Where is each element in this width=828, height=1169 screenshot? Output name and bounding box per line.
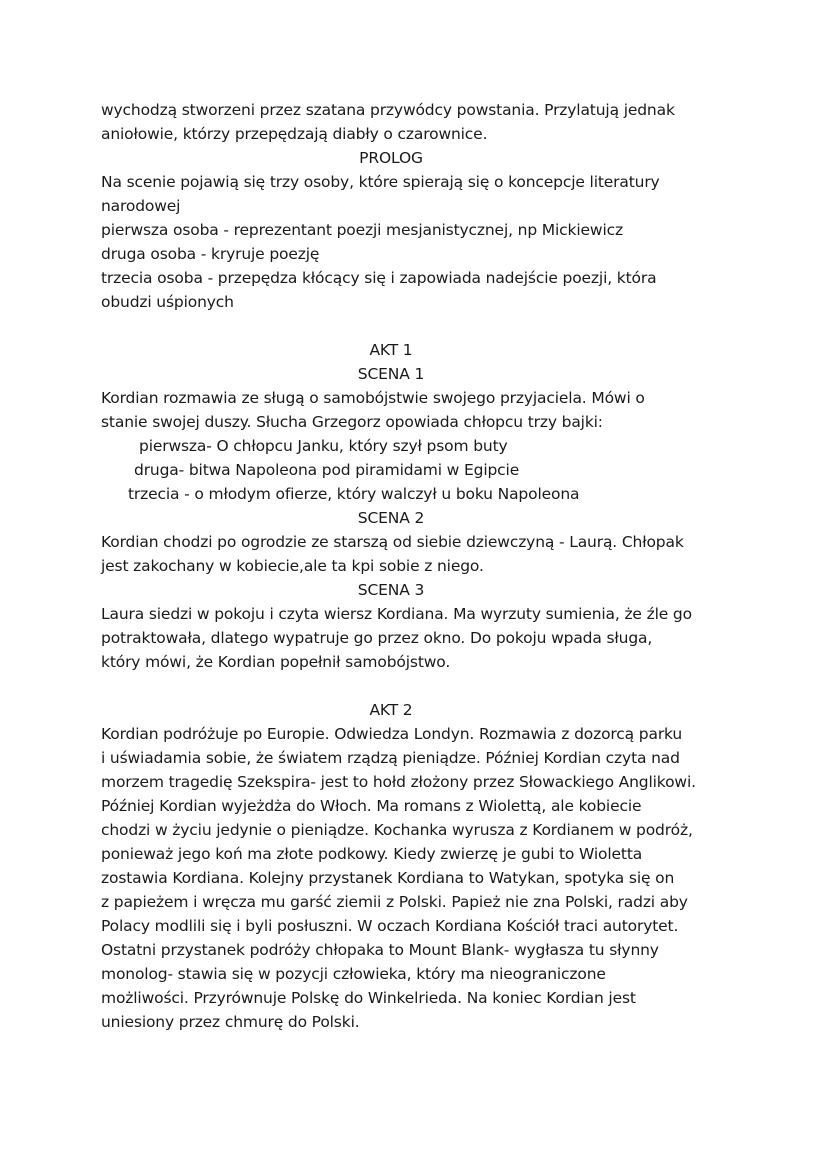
prolog-line: druga osoba - kryruje poezję: [101, 245, 320, 263]
prolog-line: narodowej: [101, 197, 181, 215]
scena2-line: jest zakochany w kobiecie,ale ta kpi sobie z niego.: [101, 557, 484, 575]
akt2-line: zostawia Kordiana. Kolejny przystanek Kordiana to Watykan, spotyka się on: [101, 869, 675, 887]
document-page: [101, 98, 721, 1034]
blank-line: [101, 314, 721, 338]
scena2-line: Kordian chodzi po ogrodzie ze starszą od siebie dziewczyną - Laurą. Chłopak: [101, 533, 684, 551]
prolog-line: obudzi uśpionych: [101, 293, 234, 311]
akt2-line: uniesiony przez chmurę do Polski.: [101, 1013, 360, 1031]
tale-item: druga- bitwa Napoleona pod piramidami w Egipcie: [134, 461, 520, 479]
scena1-line: Kordian rozmawia ze sługą o samobójstwie swojego przyjaciela. Mówi o: [101, 389, 645, 407]
scena3-line: który mówi, że Kordian popełnił samobójstwo.: [101, 653, 451, 671]
akt2-line: chodzi w życiu jedynie o pieniądze. Kochanka wyrusza z Kordianem w podróż,: [101, 821, 693, 839]
akt1-heading: AKT 1: [369, 341, 413, 359]
prolog-line: Na scenie pojawią się trzy osoby, które spierają się o koncepcje literatury: [101, 173, 660, 191]
prolog-line: trzecia osoba - przepędza kłócący się i zapowiada nadejście poezji, która: [101, 269, 657, 287]
akt2-line: z papieżem i wręcza mu garść ziemii z Polski. Papież nie zna Polski, radzi aby: [101, 893, 688, 911]
scena1-heading: SCENA 1: [357, 365, 425, 383]
akt2-line: monolog- stawia się w pozycji człowieka, który ma nieograniczone: [101, 965, 606, 983]
akt2-line: Polacy modlili się i byli posłuszni. W oczach Kordiana Kościół traci autorytet.: [101, 917, 679, 935]
tale-item: trzecia - o młodym ofierze, który walczył u boku Napoleona: [128, 485, 580, 503]
akt2-line: morzem tragedię Szekspira- jest to hołd złożony przez Słowackiego Anglikowi.: [101, 773, 696, 791]
scena3-line: Laura siedzi w pokoju i czyta wiersz Kordiana. Ma wyrzuty sumienia, że źle go: [101, 605, 692, 623]
akt2-line: i uświadamia sobie, że światem rządzą pieniądze. Później Kordian czyta nad: [101, 749, 680, 767]
intro-line: wychodzą stworzeni przez szatana przywódcy powstania. Przylatują jednak: [101, 101, 675, 119]
akt2-line: Później Kordian wyjeżdża do Włoch. Ma romans z Wiolettą, ale kobiecie: [101, 797, 642, 815]
akt2-line: Kordian podróżuje po Europie. Odwiedza Londyn. Rozmawia z dozorcą parku: [101, 725, 683, 743]
akt2-heading: AKT 2: [369, 701, 413, 719]
prolog-heading: PROLOG: [359, 149, 423, 167]
scena1-line: stanie swojej duszy. Słucha Grzegorz opowiada chłopcu trzy bajki:: [101, 413, 603, 431]
scena3-line: potraktowała, dlatego wypatruje go przez okno. Do pokoju wpada sługa,: [101, 629, 653, 647]
prolog-line: pierwsza osoba - reprezentant poezji mesjanistycznej, np Mickiewicz: [101, 221, 623, 239]
scena2-heading: SCENA 2: [357, 509, 425, 527]
akt2-line: Ostatni przystanek podróży chłopaka to Mount Blank- wygłasza tu słynny: [101, 941, 659, 959]
akt2-line: ponieważ jego koń ma złote podkowy. Kiedy zwierzę je gubi to Wioletta: [101, 845, 643, 863]
scena3-heading: SCENA 3: [357, 581, 425, 599]
tale-item: pierwsza- O chłopcu Janku, który szył psom buty: [139, 437, 508, 455]
blank-line: [101, 674, 721, 698]
intro-line: aniołowie, którzy przepędzają diabły o czarownice.: [101, 125, 488, 143]
akt2-line: możliwości. Przyrównuje Polskę do Winkelrieda. Na koniec Kordian jest: [101, 989, 636, 1007]
